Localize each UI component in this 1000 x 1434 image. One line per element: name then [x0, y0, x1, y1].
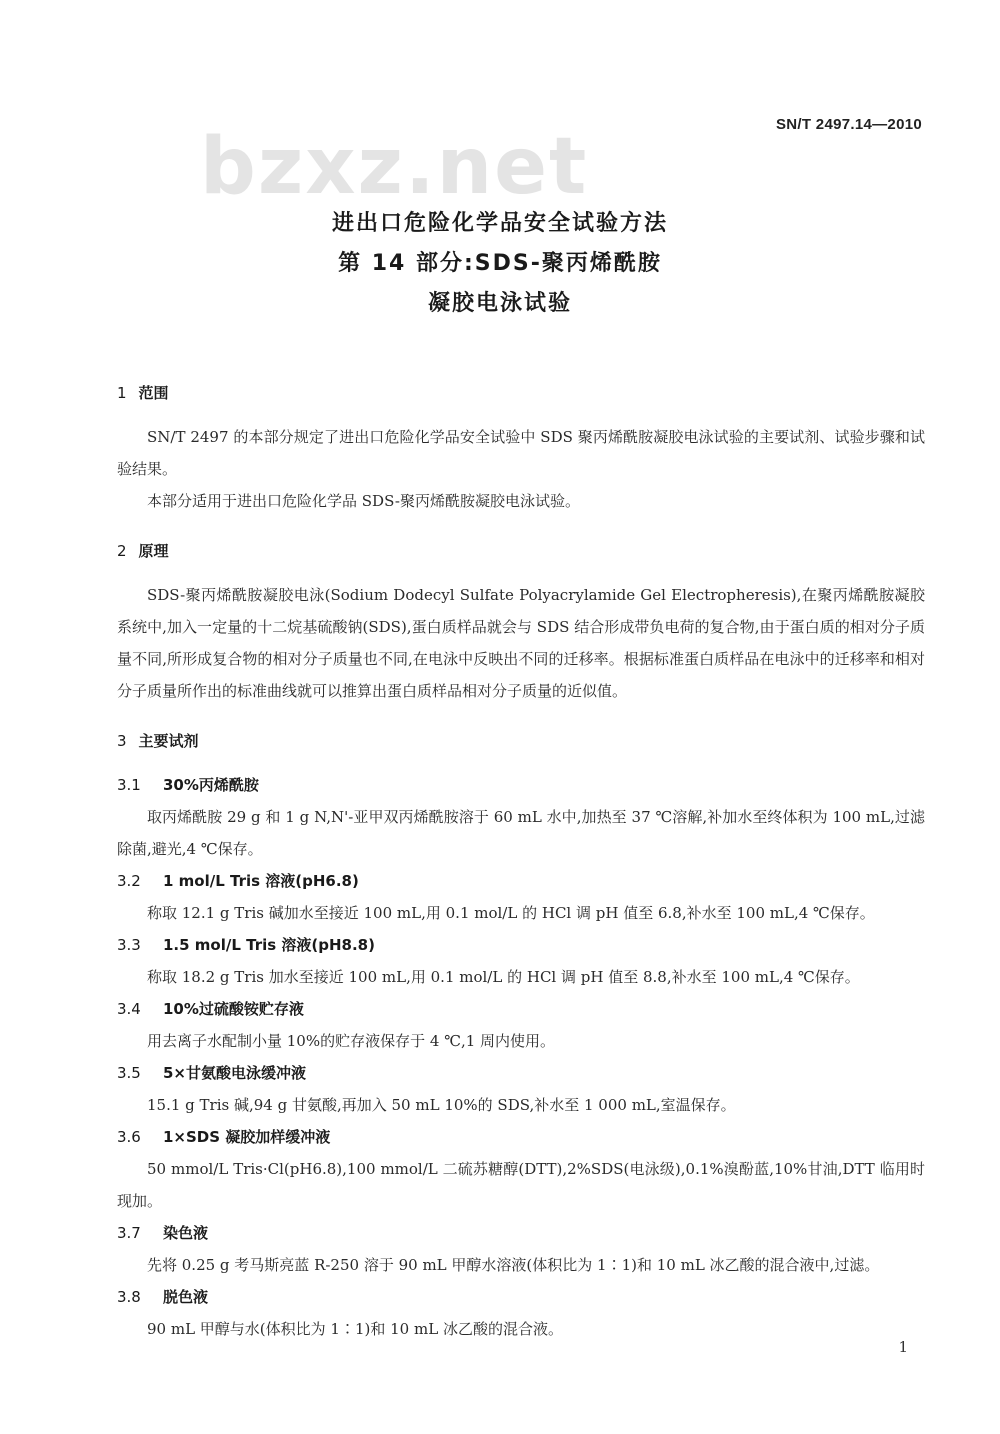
- watermark: bzxz.net: [200, 122, 589, 212]
- subsection-heading: [117, 865, 925, 897]
- document-body: [117, 377, 925, 1345]
- subsection-title: 10%过硫酸铵贮存液: [163, 1000, 304, 1018]
- paragraph: SDS-聚丙烯酰胺凝胶电泳(Sodium Dodecyl Sulfate Polyacrylamide Gel Electropheresis),在聚丙烯酰胺凝胶系统中,加入一定量的十二烷基硫酸钠(SDS),蛋白质样品就会与 SDS 结合形成带负电荷的复合物,由于蛋白质的相对分子质量不同,所形成复合物的相对分子质量也不同,在电泳中反映出不同的迁移率。根据标准蛋白质样品在电泳中的迁移率和相对分子质量所作出的标准曲线就可以推算出蛋白质样品相对分子质量的近似值。: [117, 586, 925, 700]
- section-number: 2: [117, 542, 127, 560]
- subsection-number: 3.1: [117, 776, 141, 794]
- subsection-heading: [117, 993, 925, 1025]
- standard-code: SN/T 2497.14—2010: [775, 116, 922, 133]
- section-heading-reagents: [117, 725, 925, 757]
- paragraph: 15.1 g Tris 碱,94 g 甘氨酸,再加入 50 mL 10%的 SDS,补水至 1 000 mL,室温保存。: [147, 1096, 736, 1114]
- subsection-title: 1×SDS 凝胶加样缓冲液: [163, 1128, 331, 1146]
- subsection-title: 1.5 mol/L Tris 溶液(pH8.8): [163, 936, 375, 954]
- section-number: 1: [117, 384, 127, 402]
- subsection-heading: [117, 1281, 925, 1313]
- section-number: 3: [117, 732, 127, 750]
- subsection-number: 3.2: [117, 872, 141, 890]
- section-title: 原理: [138, 542, 169, 560]
- paragraph: 50 mmol/L Tris·Cl(pH6.8),100 mmol/L 二硫苏糖醇(DTT),2%SDS(电泳级),0.1%溴酚蓝,10%甘油,DTT 临用时现加。: [117, 1160, 925, 1210]
- paragraph: 称取 18.2 g Tris 加水至接近 100 mL,用 0.1 mol/L 的 HCl 调 pH 值至 8.8,补水至 100 mL,4 ℃保存。: [147, 968, 860, 986]
- subsection-title: 脱色液: [163, 1288, 209, 1306]
- document-title: [0, 204, 1000, 324]
- title-line-1: 进出口危险化学品安全试验方法: [331, 211, 668, 236]
- subsection-number: 3.7: [117, 1224, 141, 1242]
- title-line-3: 凝胶电泳试验: [427, 291, 572, 316]
- section-heading-principle: [117, 535, 925, 567]
- paragraph: 称取 12.1 g Tris 碱加水至接近 100 mL,用 0.1 mol/L 的 HCl 调 pH 值至 6.8,补水至 100 mL,4 ℃保存。: [147, 904, 875, 922]
- subsection-heading: [117, 1121, 925, 1153]
- subsection-number: 3.8: [117, 1288, 141, 1306]
- paragraph: 本部分适用于进出口危险化学品 SDS-聚丙烯酰胺凝胶电泳试验。: [147, 492, 580, 510]
- paragraph: 先将 0.25 g 考马斯亮蓝 R-250 溶于 90 mL 甲醇水溶液(体积比为 1∶1)和 10 mL 冰乙酸的混合液中,过滤。: [147, 1256, 880, 1274]
- section-title: 范围: [138, 384, 169, 402]
- paragraph: 90 mL 甲醇与水(体积比为 1∶1)和 10 mL 冰乙酸的混合液。: [147, 1320, 563, 1338]
- subsection-title: 染色液: [163, 1224, 209, 1242]
- paragraph: 取丙烯酰胺 29 g 和 1 g N,N'-亚甲双丙烯酰胺溶于 60 mL 水中,加热至 37 ℃溶解,补加水至终体积为 100 mL,过滤除菌,避光,4 ℃保存。: [117, 808, 925, 858]
- subsection-number: 3.3: [117, 936, 141, 954]
- section-heading-scope: [117, 377, 925, 409]
- subsection-heading: [117, 929, 925, 961]
- subsection-title: 30%丙烯酰胺: [163, 776, 259, 794]
- section-title: 主要试剂: [138, 732, 199, 750]
- title-line-2: 第 14 部分:SDS-聚丙烯酰胺: [338, 251, 662, 276]
- subsection-number: 3.4: [117, 1000, 141, 1018]
- subsection-number: 3.6: [117, 1128, 141, 1146]
- paragraph: 用去离子水配制小量 10%的贮存液保存于 4 ℃,1 周内使用。: [147, 1032, 556, 1050]
- subsection-number: 3.5: [117, 1064, 141, 1082]
- page-number: 1: [898, 1338, 908, 1356]
- subsection-title: 1 mol/L Tris 溶液(pH6.8): [163, 872, 359, 890]
- subsection-heading: [117, 769, 925, 801]
- subsection-heading: [117, 1217, 925, 1249]
- subsection-heading: [117, 1057, 925, 1089]
- subsection-title: 5×甘氨酸电泳缓冲液: [163, 1064, 307, 1082]
- paragraph: SN/T 2497 的本部分规定了进出口危险化学品安全试验中 SDS 聚丙烯酰胺凝胶电泳试验的主要试剂、试验步骤和试验结果。: [117, 428, 925, 478]
